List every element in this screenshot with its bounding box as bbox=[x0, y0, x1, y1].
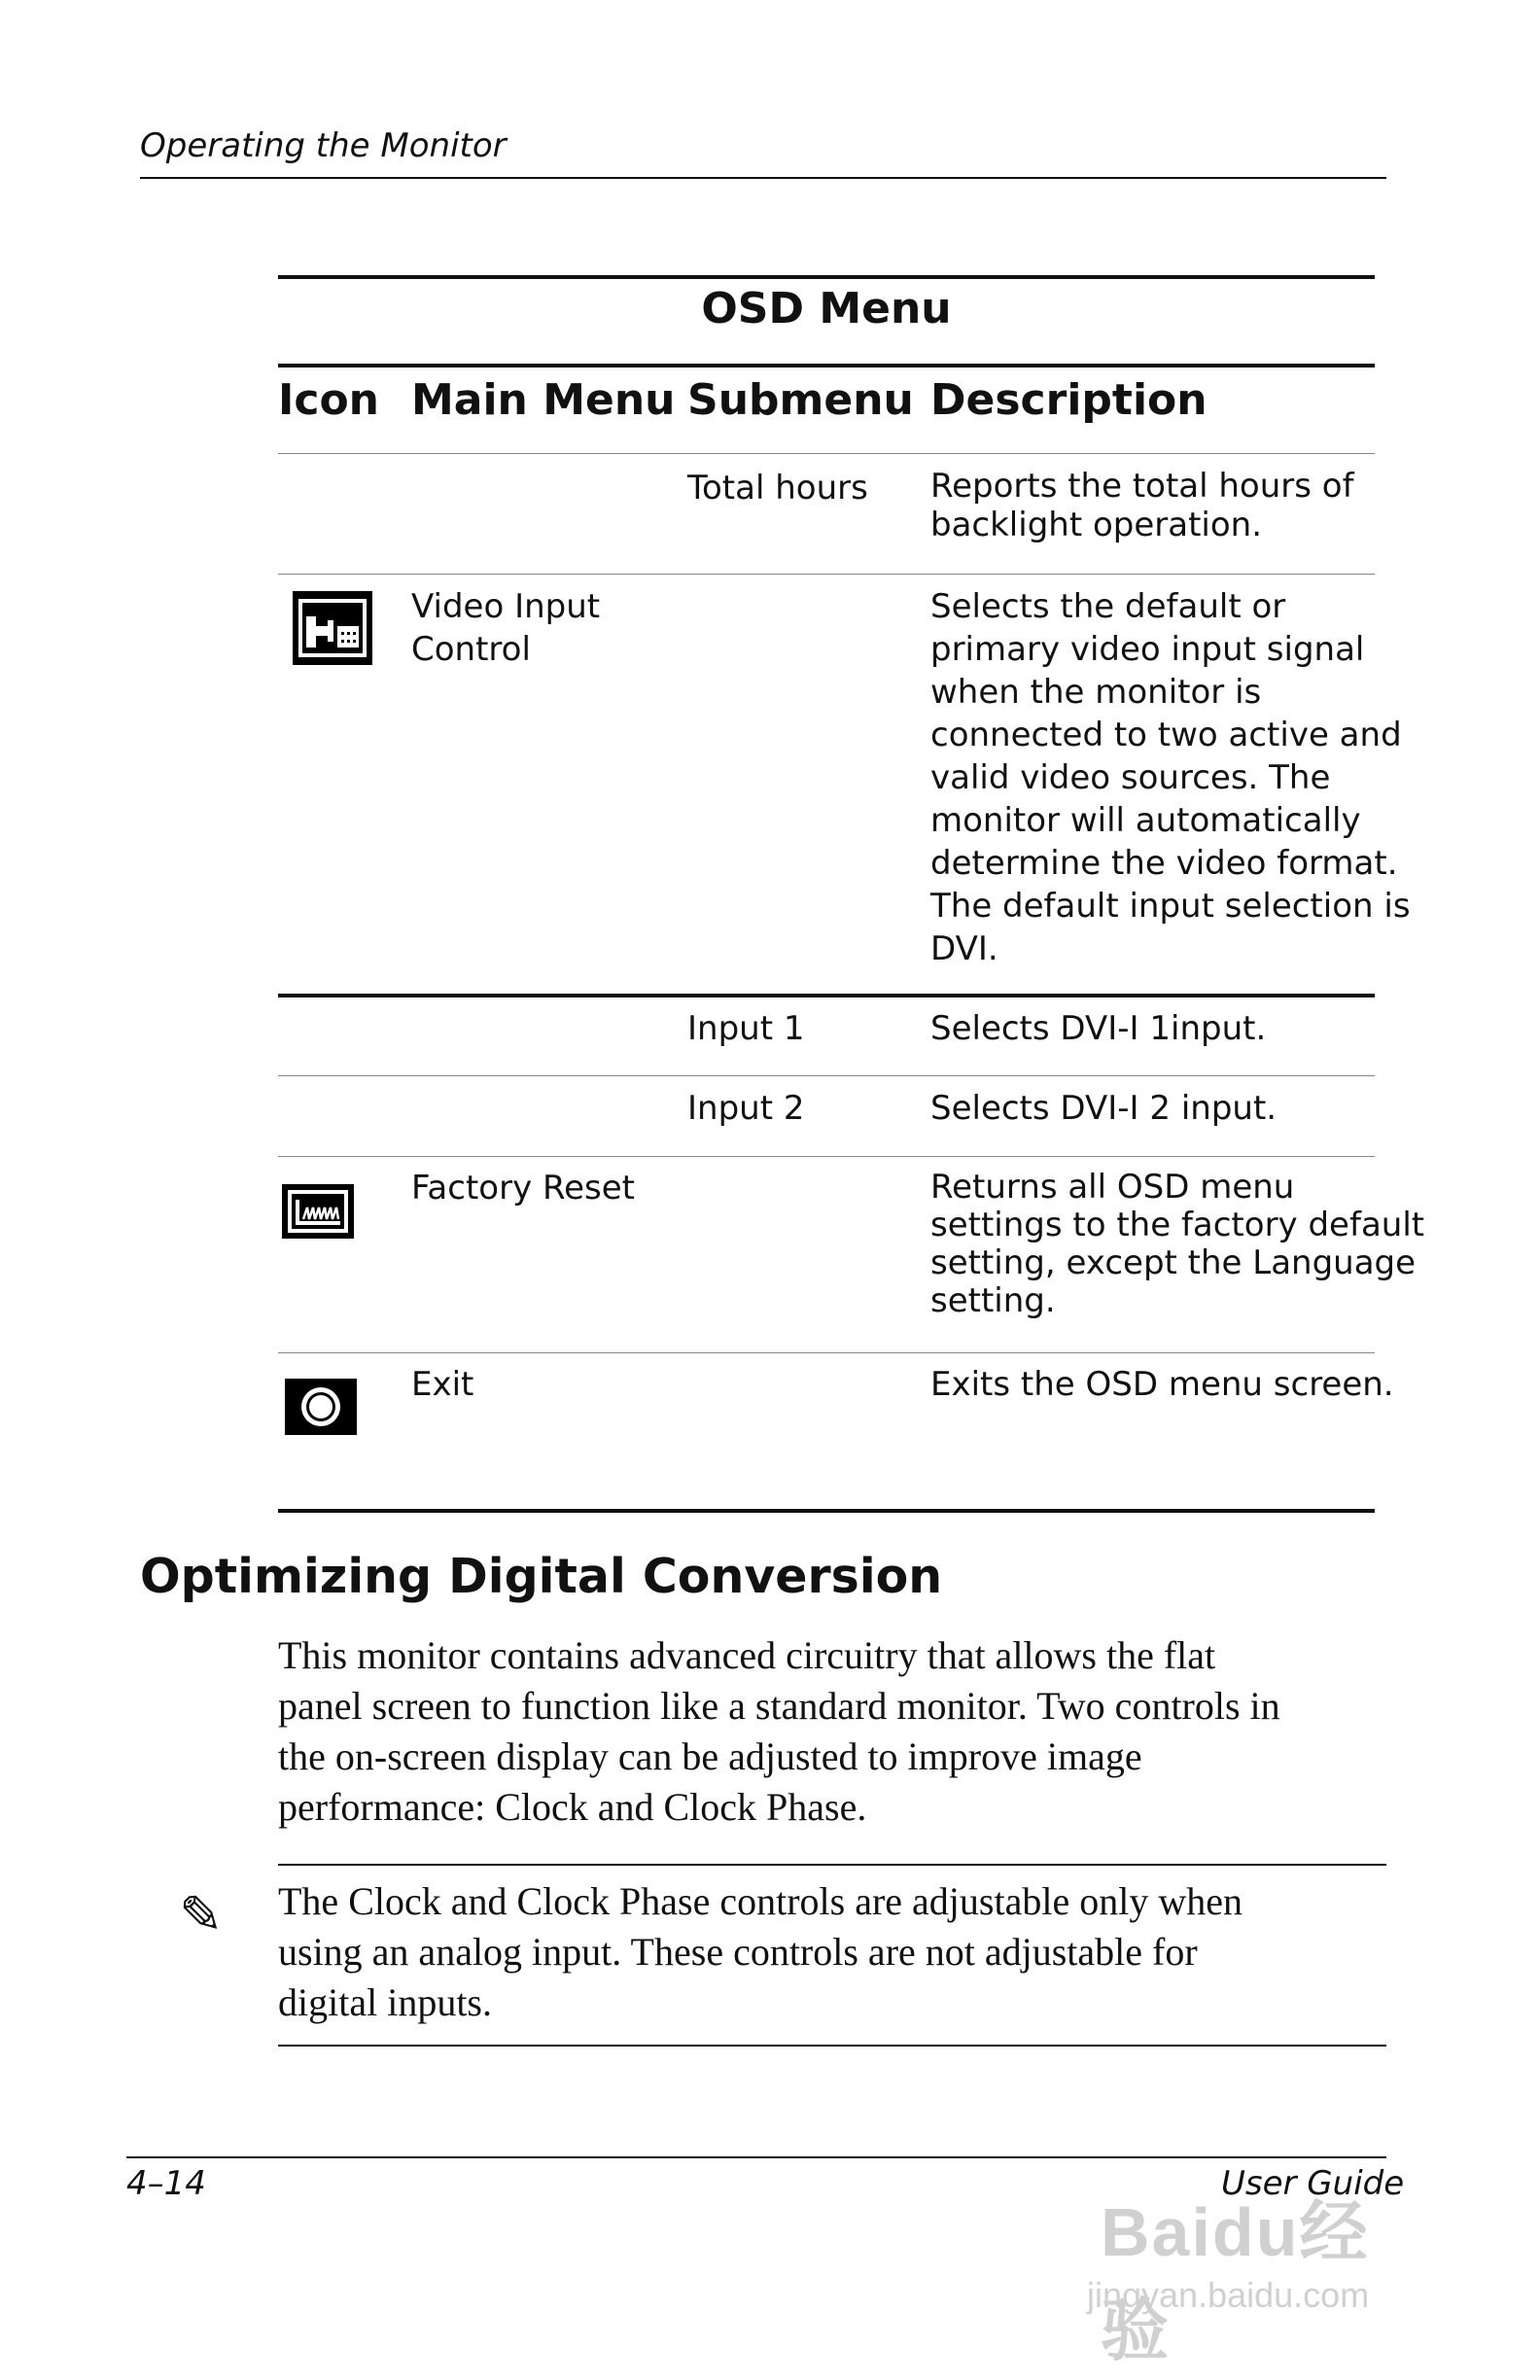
table-bottom-rule bbox=[278, 1509, 1375, 1513]
row-rule bbox=[278, 574, 1375, 575]
pencil-icon: ✎ bbox=[179, 1884, 224, 1945]
description-line: backlight operation. bbox=[930, 506, 1263, 544]
header-row-rule bbox=[278, 453, 1375, 454]
description-line: setting. bbox=[930, 1281, 1056, 1320]
note-bottom-rule bbox=[278, 2045, 1386, 2047]
column-header-main-menu: Main Menu bbox=[411, 375, 676, 425]
description-line: when the monitor is bbox=[930, 673, 1262, 712]
table-top-rule bbox=[278, 275, 1375, 279]
description-line: monitor will automatically bbox=[930, 801, 1361, 840]
description-line: Reports the total hours of bbox=[930, 467, 1354, 506]
row-rule bbox=[278, 1352, 1375, 1353]
exit-icon bbox=[285, 1379, 357, 1435]
table-title-rule bbox=[278, 364, 1375, 368]
note-line: digital inputs. bbox=[278, 1980, 492, 2024]
description-line: The default input selection is bbox=[930, 887, 1411, 926]
paragraph-line: the on-screen display can be adjusted to improve image bbox=[278, 1734, 1142, 1778]
running-header: Operating the Monitor bbox=[140, 126, 507, 165]
main-menu-line: Control bbox=[411, 630, 531, 669]
main-menu-cell: Factory Reset bbox=[411, 1169, 635, 1208]
description-line: Selects DVI-I 2 input. bbox=[930, 1089, 1278, 1128]
note-line: The Clock and Clock Phase controls are adjustable only when bbox=[278, 1879, 1242, 1923]
description-line: Selects the default or bbox=[930, 587, 1286, 626]
submenu-cell: Input 2 bbox=[687, 1089, 805, 1128]
paragraph-line: panel screen to function like a standard monitor. Two controls in bbox=[278, 1684, 1280, 1728]
note-top-rule bbox=[278, 1864, 1386, 1866]
description-cell bbox=[930, 467, 1387, 544]
section-paragraph bbox=[278, 1630, 1396, 1833]
description-line: Returns all OSD menu bbox=[930, 1168, 1295, 1207]
description-line: determine the video format. bbox=[930, 844, 1398, 883]
description-cell bbox=[930, 1363, 1394, 1406]
main-menu-line: Video Input bbox=[411, 587, 601, 626]
row-rule bbox=[278, 1156, 1375, 1157]
paragraph-line: performance: Clock and Clock Phase. bbox=[278, 1785, 867, 1829]
row-rule bbox=[278, 1075, 1375, 1076]
description-cell bbox=[930, 585, 1411, 970]
description-line: primary video input signal bbox=[930, 630, 1365, 669]
description-line: Selects DVI-I 1input. bbox=[930, 1009, 1267, 1048]
paragraph-line: This monitor contains advanced circuitry that allows the flat bbox=[278, 1633, 1216, 1677]
description-line: DVI. bbox=[930, 929, 998, 968]
video-input-icon bbox=[293, 591, 372, 665]
table-title: OSD Menu bbox=[701, 284, 952, 333]
description-line: valid video sources. The bbox=[930, 758, 1331, 797]
page-number: 4–14 bbox=[126, 2164, 206, 2203]
footer-rule bbox=[126, 2156, 1386, 2158]
note-line: using an analog input. These controls are not adjustable for bbox=[278, 1930, 1198, 1974]
watermark-logo: Baidu经验 bbox=[1101, 2194, 1370, 2368]
description-cell bbox=[930, 1087, 1387, 1130]
description-line: connected to two active and bbox=[930, 716, 1402, 754]
column-header-description: Description bbox=[930, 375, 1208, 425]
section-heading: Optimizing Digital Conversion bbox=[140, 1549, 943, 1604]
description-cell bbox=[930, 1168, 1425, 1320]
factory-reset-icon bbox=[282, 1184, 354, 1239]
column-header-icon: Icon bbox=[278, 375, 380, 425]
header-rule bbox=[140, 177, 1386, 179]
description-cell bbox=[930, 1007, 1387, 1050]
row-rule bbox=[278, 994, 1375, 998]
baidu-watermark bbox=[1087, 2178, 1437, 2368]
main-menu-cell: Exit bbox=[411, 1365, 474, 1404]
submenu-cell: Input 1 bbox=[687, 1009, 805, 1048]
submenu-cell: Total hours bbox=[687, 469, 868, 508]
note-text bbox=[278, 1876, 1396, 2028]
watermark-url: jingyan.baidu.com bbox=[1087, 2275, 1370, 2315]
guide-title: User Guide bbox=[1221, 2164, 1405, 2203]
description-line: Exits the OSD menu screen. bbox=[930, 1365, 1394, 1404]
main-menu-cell bbox=[411, 585, 600, 671]
description-line: settings to the factory default bbox=[930, 1206, 1425, 1244]
column-header-submenu: Submenu bbox=[687, 375, 914, 425]
description-line: setting, except the Language bbox=[930, 1243, 1417, 1282]
